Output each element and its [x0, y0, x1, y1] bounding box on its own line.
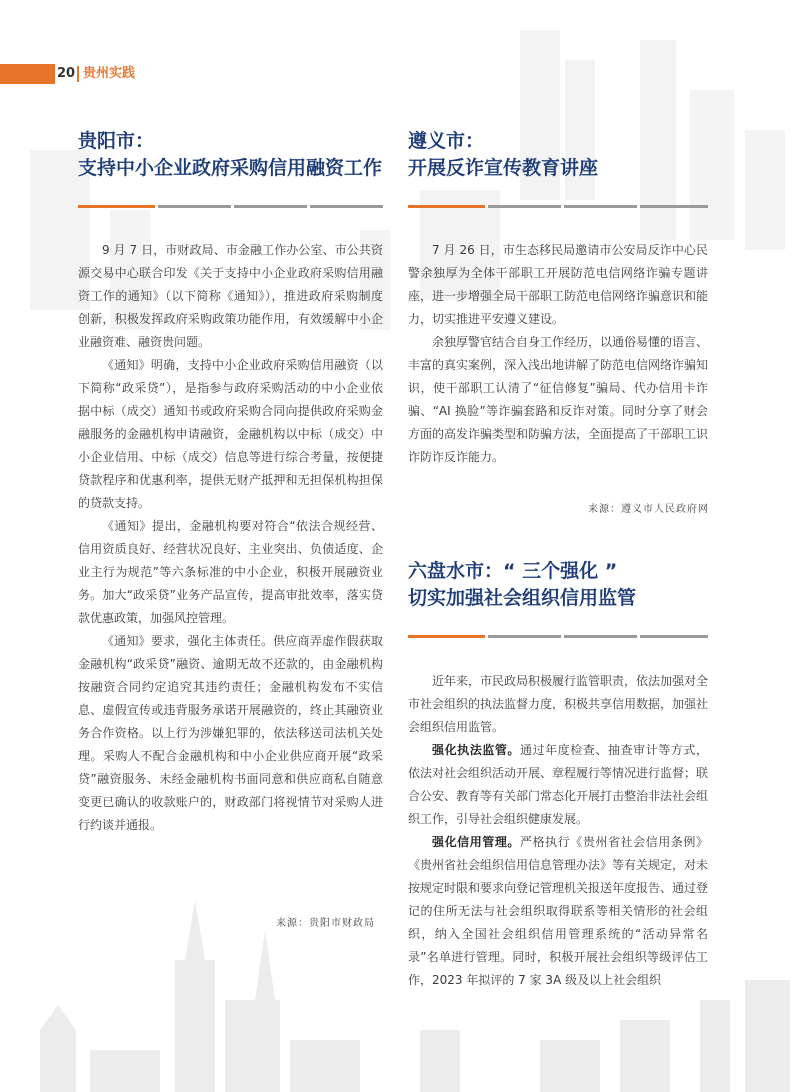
- article-paragraph: [408, 739, 708, 831]
- article-zunyi: [408, 128, 708, 469]
- paragraph-lead: 强化执法监管。: [432, 743, 520, 757]
- article-paragraph: 《通知》要求，强化主体责任。供应商弄虚作假获取金融机构“政采贷”融资、逾期无故不还款的，由金融机构按融资合同约定追究其违约责任；金融机构发布不实信息、虚假宣传或违背服务承诺开展融资的，终止其融资业务合作资格。以上行为涉嫌犯罪的，依法移送司法机关处理。采购人不配合金融机构和中小企业供应商开展“政采贷”融资服务、未经金融机构书面同意和供应商私自随意变更已确认的收款账户的，财政部门将视情节对采购人进行约谈并通报。: [78, 634, 383, 832]
- article-paragraph: 9 月 7 日，市财政局、市金融工作办公室、市公共资源交易中心联合印发《关于支持中小企业政府采购信用融资工作的通知》（以下简称《通知》），推进政府采购制度创新，积极发挥政府采购政策功能作用，有效缓解中小企业融资难、融资贵问题。: [78, 243, 383, 349]
- paragraph-lead: 强化信用管理。: [432, 835, 520, 849]
- article-paragraph: 近年来，市民政局积极履行监管职责，依法加强对全市社会组织的执法监督力度，积极共享信用数据，加强社会组织信用监管。: [408, 674, 709, 734]
- article-paragraph: 《通知》明确，支持中小企业政府采购信用融资（以下简称“政采贷”），是指参与政府采购活动的中小企业依据中标（成交）通知书或政府采购合同向提供政府采购金融服务的金融机构申请融资，金融机构以中标（成交）中小企业信用、中标（成交）信息等进行综合考量，按便捷贷款程序和优惠利率，提供无财产抵押和无担保机构担保的贷款支持。: [78, 358, 383, 510]
- title-rule: [408, 205, 708, 208]
- article-paragraph: 余独厚警官结合自身工作经历，以通俗易懂的语言、丰富的真实案例，深入浅出地讲解了防范电信网络诈骗知识，使干部职工认清了“征信修复”骗局、代办信用卡诈骗、“AI 换脸”等诈骗套路和反诈对策。同时分享了财会方面的高发诈骗类型和防骗方法，全面提高了干部职工识诈防诈反诈能力。: [408, 335, 709, 464]
- article-paragraph: 7 月 26 日，市生态移民局邀请市公安局反诈中心民警余独厚为全体干部职工开展防范电信网络诈骗专题讲座，进一步增强全局干部职工防范电信网络诈骗意识和能力，切实推进平安遵义建设。: [408, 243, 709, 326]
- header-accent-bar: [0, 64, 55, 84]
- section-title: 贵州实践: [83, 66, 136, 81]
- title-rule: [78, 205, 383, 208]
- article-title-line1: 六盘水市：“ 三个强化 ”: [408, 560, 618, 582]
- article-title: [78, 128, 383, 182]
- article-title-line1: 贵阳市：: [78, 130, 155, 152]
- paragraph-body: 严格执行《贵州省社会信用条例》《贵州省社会组织信用信息管理办法》等有关规定，对未按规定时限和要求向登记管理机关报送年度报告、通过登记的住所无法与社会组织取得联系等相关情形的社会组织，纳入全国社会组织信用管理系统的“活动异常名录”名单进行管理。同时，积极开展社会组织等级评估工作，2023 年拟评的 7 家 3A 级及以上社会组织: [408, 835, 709, 987]
- article-title: [408, 558, 708, 612]
- article-paragraph: 《通知》提出，金融机构要对符合“依法合规经营、信用资质良好、经营状况良好、主业突出、负债适度、企业主行为规范”等六条标准的中小企业，积极开展融资业务。加大“政采贷”业务产品宣传，提高审批效率，落实贷款优惠政策，加强风控管理。: [78, 519, 383, 625]
- article-paragraph: [408, 831, 708, 992]
- article-title-line2: 切实加强社会组织信用监管: [408, 587, 637, 609]
- article-title: [408, 128, 708, 182]
- title-rule: [408, 635, 708, 638]
- article-liupanshui: [408, 558, 708, 992]
- article-guiyang: [78, 128, 383, 837]
- article-title-line2: 支持中小企业政府采购信用融资工作: [78, 157, 383, 179]
- article-title-line1: 遵义市：: [408, 130, 485, 152]
- source-credit: 来源：遵义市人民政府网: [588, 504, 709, 515]
- paragraph-body: 通过年度检查、抽查审计等方式，依法对社会组织活动开展、章程履行等情况进行监督；联合公安、教育等有关部门常态化开展打击整治非法社会组织工作，引导社会组织健康发展。: [408, 743, 709, 826]
- source-credit: 来源：贵阳市财政局: [276, 918, 375, 929]
- article-title-line2: 开展反诈宣传教育讲座: [408, 157, 599, 179]
- page-number: 20: [57, 66, 76, 81]
- header-divider: [77, 66, 79, 82]
